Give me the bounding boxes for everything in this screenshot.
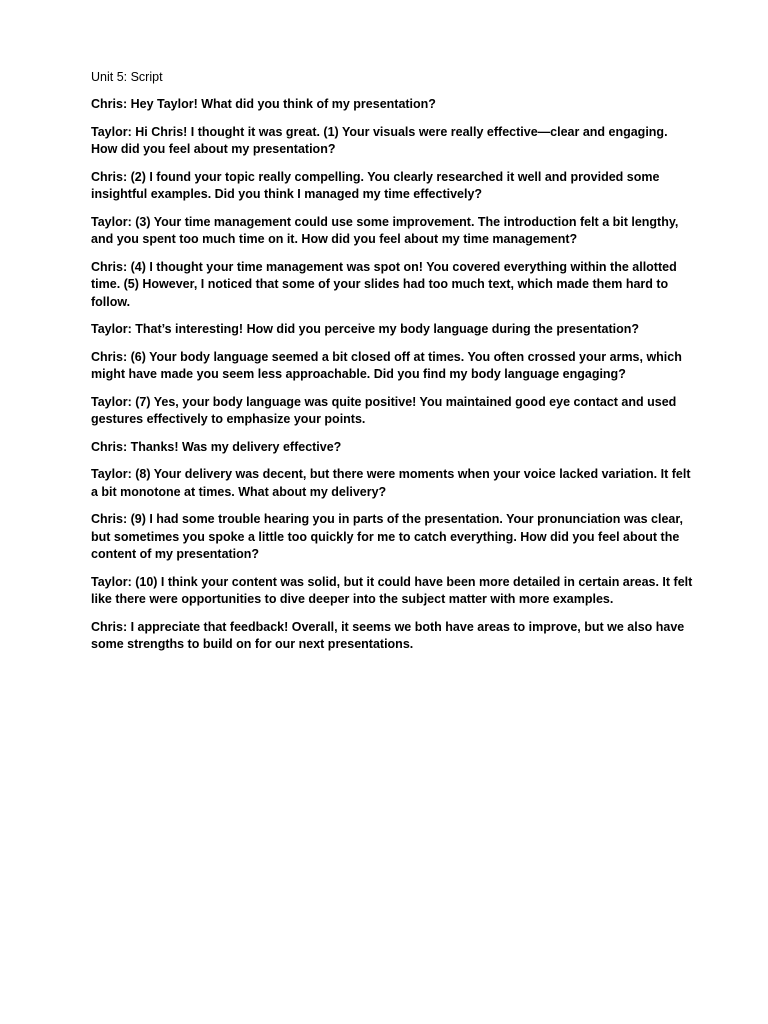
- dialogue-line: Taylor: (10) I think your content was solid, but it could have been more detailed in certain areas. It felt like there were opportunities to dive deeper into the subject matter with more examples.: [91, 574, 693, 606]
- dialogue-line: Taylor: Hi Chris! I thought it was great. (1) Your visuals were really effective—clear and engaging. How did you feel about my presentation?: [91, 124, 668, 156]
- dialogue-line: Chris: I appreciate that feedback! Overall, it seems we both have areas to improve, but we also have some strengths to build on for our next presentations.: [91, 619, 685, 651]
- dialogue-line: Chris: (9) I had some trouble hearing you in parts of the presentation. Your pronunciation was clear, but sometimes you spoke a little too quickly for me to catch everything. How did you feel about the content of my presentation?: [91, 512, 683, 561]
- dialogue-line: Chris: (2) I found your topic really compelling. You clearly researched it well and provided some insightful examples. Did you think I managed my time effectively?: [91, 169, 660, 201]
- dialogue-line: Chris: Hey Taylor! What did you think of my presentation?: [91, 97, 436, 111]
- dialogue-line: Taylor: (3) Your time management could use some improvement. The introduction felt a bit lengthy, and you spent too much time on it. How did you feel about my time management?: [91, 214, 679, 246]
- dialogue-line: Taylor: That’s interesting! How did you perceive my body language during the presentation?: [91, 322, 639, 336]
- dialogue-line: Taylor: (7) Yes, your body language was quite positive! You maintained good eye contact and used gestures effectively to emphasize your points.: [91, 394, 677, 426]
- document-title: Unit 5: Script: [91, 70, 163, 84]
- dialogue-line: Chris: (4) I thought your time management was spot on! You covered everything within the allotted time. (5) However, I noticed that some of your slides had too much text, which made them hard to follow.: [91, 259, 677, 309]
- dialogue-line: Chris: (6) Your body language seemed a bit closed off at times. You often crossed your arms, which might have made you seem less approachable. Did you find my body language engaging?: [91, 349, 682, 381]
- dialogue-line: Chris: Thanks! Was my delivery effective?: [91, 439, 342, 454]
- dialogue-line: Taylor: (8) Your delivery was decent, but there were moments when your voice lacked variation. It felt a bit monotone at times. What about my delivery?: [91, 467, 691, 499]
